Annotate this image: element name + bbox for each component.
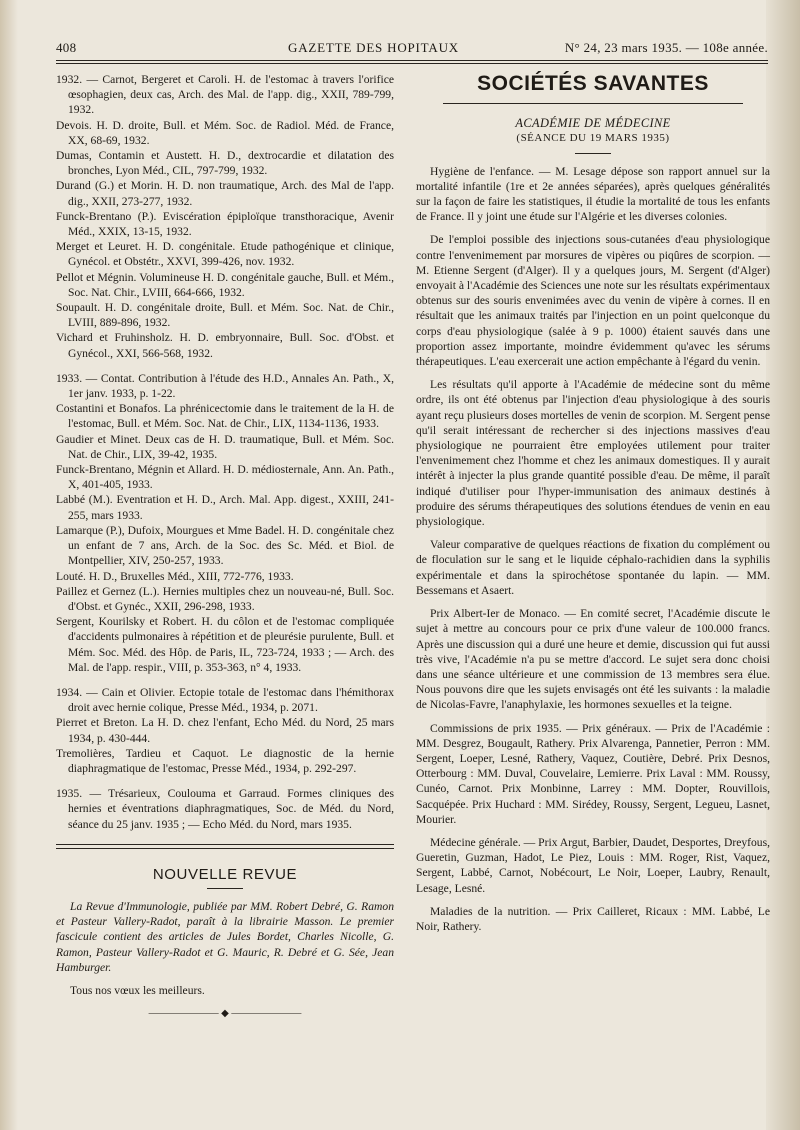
article-paragraph: Commissions de prix 1935. — Prix généraux. — Prix de l'Académie : MM. Desgrez, Bougault, Rathery. Prix Alvarenga, Pannetier, Perron : MM. Sergent, Loeper, Lesné, Rathery, Vaquez, Coutière, Debré. Prix Desnos, Otterbourg : MM. Duval, Couvelaire, Lemierre. Prix Laval : MM. Roussy, Cunéo, Carnot. Prix Monbinne, Larrey : MM. Dopter, Rouvillois, Sacquépée. Prix Huchard : MM. Sirédey, Roussy, Sergent, Legueu, Lasnet, Mourier. bbox=[416, 721, 770, 826]
bib-entry: Durand (G.) et Morin. H. D. non traumatique, Arch. des Mal de l'app. dig., XXII, 273-277, 1932. bbox=[56, 179, 394, 208]
bib-entry: Funck-Brentano, Mégnin et Allard. H. D. médiosternale, Ann. An. Path., X, 401-405, 1933. bbox=[56, 463, 394, 492]
article-paragraph: Maladies de la nutrition. — Prix Cailleret, Ricaux : MM. Labbé, Le Noir, Rathery. bbox=[416, 904, 770, 933]
ornament-divider: ——————— ◆ ——————— bbox=[148, 1008, 302, 1020]
bib-entry: Vichard et Fruhinsholz. H. D. embryonnaire, Bull. Soc. d'Obst. et Gynécol., XXI, 566-568, 1932. bbox=[56, 331, 394, 360]
page-gutter-shadow bbox=[0, 0, 18, 1130]
page-header bbox=[56, 40, 768, 62]
article-paragraph: Prix Albert-Ier de Monaco. — En comité secret, l'Académie discute le sujet à mettre au concours pour ce prix d'une valeur de 100.000 francs. Après une discussion qui a duré une heure et demie, discussion qui fut aussi très vive, l'Académie n'a pu se mettre d'accord. Le sujet sera donc choisi dans une séance ultérieure et une commission de 13 membres sera élue. Nous pouvons dire que les sujets envisagés ont été les suivants : la maladie de Nicolas-Favre, l'anaphylaxie, les hormones sexuelles et la teigne. bbox=[416, 607, 770, 712]
nouvelle-revue-text: La Revue d'Immunologie, publiée par MM. Robert Debré, G. Ramon et Pasteur Vallery-Radot, paraît à la librairie Masson. Le premier fascicule contient des articles de Jules Bordet, Charles Nicolle, G. Ramon, Pasteur Vallery-Radot et G. Mauric, R. Debré et G. Sée, Jean Hamburger. bbox=[56, 899, 394, 974]
bib-entry: Gaudier et Minet. Deux cas de H. D. traumatique, Bull. et Mém. Soc. Nat. de Chir., LIX, 39-42, 1935. bbox=[56, 432, 394, 461]
bibliography-1933 bbox=[56, 371, 394, 675]
page-number: 408 bbox=[56, 40, 77, 55]
bib-entry: Lamarque (P.), Dufoix, Mourgues et Mme Badel. H. D. congénitale chez un enfant de 7 ans, Arch. de la Soc. des Sc. Méd. et Biol. de Montpellier, XIV, 250-257, 1933. bbox=[56, 523, 394, 568]
subheading-rule bbox=[575, 153, 611, 154]
bibliography-1932 bbox=[56, 72, 394, 361]
issue-date: N° 24, 23 mars 1935. — 108e année. bbox=[564, 40, 768, 55]
bib-entry: Paillez et Gernez (L.). Hernies multiples chez un nouveau-né, Bull. Soc. d'Obst. et Gynéc., XXII, 296-298, 1933. bbox=[56, 584, 394, 613]
article-paragraph: Médecine générale. — Prix Argut, Barbier, Daudet, Desportes, Dreyfous, Gueretin, Guzman, Hadot, Le Piez, Louis : MM. Roger, Rist, Vaquez, Sergent, Labbé, Carnot, Nobécourt, Le Noir, Loeper, Laubry, Renault, Lesage, Lesné. bbox=[416, 835, 770, 895]
bib-entry: 1933. — Contat. Contribution à l'étude des H.D., Annales An. Path., X, 1er janv. 1933, p. 1-22. bbox=[56, 371, 394, 401]
header-rule-2 bbox=[56, 63, 768, 64]
section-double-rule bbox=[56, 844, 394, 849]
bib-entry: 1935. — Trésarieux, Coulouma et Garraud. Formes cliniques des hernies et éventrations diaphragmatiques, Soc. de Méd. du Nord, séance du 25 janv. 1935 ; — Echo Méd. du Nord, mars 1935. bbox=[56, 787, 394, 831]
bib-entry: Pellot et Mégnin. Volumineuse H. D. congénitale gauche, Bull. et Mém., Soc. Nat. Chir., LVIII, 664-666, 1932. bbox=[56, 270, 394, 299]
bib-entry: Tremolières, Tardieu et Caquot. Le diagnostic de la hernie diaphragmatique de l'estomac, Presse Méd., 1934, p. 292-297. bbox=[56, 746, 394, 775]
bib-entry: Costantini et Bonafos. La phrénicectomie dans le traitement de la H. de l'estomac, Bull. et Mém. Soc. Nat. de Chir., LIX, 1134-1136, 1933. bbox=[56, 402, 394, 431]
header-rule bbox=[56, 60, 768, 61]
bib-entry: Louté. H. D., Bruxelles Méd., XIII, 772-776, 1933. bbox=[56, 569, 294, 583]
academy-name: ACADÉMIE DE MÉDECINE bbox=[515, 116, 671, 131]
article-paragraph: De l'emploi possible des injections sous-cutanées d'eau physiologique contre l'envenimement par morsures de vipères ou piqûres de scorpion. — M. Etienne Sergent (d'Alger). Il y a quelques jours, M. Sergent (d'Alger) envoyait à l'Académie des Sciences une note sur les résultats expérimentaux obtenus sur des souris envenimées avec du venin de vipère à cornes. Il en résultait que les animaux traités par l'injection en un point quelconque du corps d'eau physiologique (salée à 9 p. 1000) étaient sauvés dans une proportion assez importante, moindre évidemment qu'avec les sérums thérapeutiques. L'eau exercerait une action empêchante à l'égard du venin. bbox=[416, 233, 770, 369]
article-paragraph: Valeur comparative de quelques réactions de fixation du complément ou de floculation sur le sang et le liquide céphalo-rachidien dans la syphilis expérimentale et dans la spirochétose spontanée du lapin. — MM. Bessemans et Asaert. bbox=[416, 538, 770, 597]
bib-entry: Dumas, Contamin et Austett. H. D., dextrocardie et dilatation des bronches, Lyon Méd., CIL, 797-799, 1932. bbox=[56, 149, 394, 178]
heading-rule bbox=[443, 103, 743, 104]
bib-entry: Merget et Leuret. H. D. congénitale. Etude pathogénique et clinique, Gynécol. et Obstétr., XXVI, 399-426, nov. 1932. bbox=[56, 240, 394, 269]
bibliography-1934 bbox=[56, 685, 394, 776]
bib-entry: Devois. H. D. droite, Bull. et Mém. Soc. de Radiol. Méd. de France, XX, 68-69, 1932. bbox=[56, 118, 394, 147]
session-date: (SÉANCE DU 19 MARS 1935) bbox=[516, 132, 670, 145]
right-column bbox=[416, 72, 770, 942]
bib-entry: Soupault. H. D. congénitale droite, Bull. et Mém. Soc. Nat. de Chir., LVIII, 889-896, 1932. bbox=[56, 301, 394, 330]
bib-entry: 1934. — Cain et Olivier. Ectopie totale de l'estomac dans l'hémithorax droit avec hernie colique, Presse Méd., 1934, p. 2071. bbox=[56, 685, 394, 715]
heading-rule bbox=[207, 888, 243, 889]
nouvelle-revue-heading: NOUVELLE REVUE bbox=[152, 865, 298, 883]
bib-entry: Pierret et Breton. La H. D. chez l'enfant, Echo Méd. du Nord, 25 mars 1934, p. 430-444. bbox=[56, 716, 394, 745]
journal-title: GAZETTE DES HOPITAUX bbox=[288, 40, 459, 55]
bib-entry: Labbé (M.). Eventration et H. D., Arch. Mal. App. digest., XXIII, 241-255, mars 1933. bbox=[56, 493, 394, 522]
left-column bbox=[56, 72, 394, 1021]
article-paragraph: Les résultats qu'il apporte à l'Académie de médecine sont du même ordre, ils ont été obtenus par l'injection d'eau physiologique à des souris ayant reçu plusieurs doses mortelles de venin de scorpion. M. Sergent pense qu'il serait intéressant de rechercher si des injections massives d'eau physiologique ne pourraient être employées utilement pour traiter l'envenimement chez l'homme et chez les animaux domestiques. Il y aurait intérêt à injecter la plus grande quantité possible d'eau. De même, il paraît indiqué d'utiliser pour l'hyper-immunisation des animaux destinés à produire des sérums thérapeutiques des solutions étendues de venin en eau physiologique. bbox=[416, 378, 770, 529]
societes-savantes-heading: SOCIÉTÉS SAVANTES bbox=[477, 72, 709, 95]
article-paragraph: Hygiène de l'enfance. — M. Lesage dépose son rapport annuel sur la mortalité infantile (1re et 2e années séparées), après quelques généralités sur la façon de faire les statistiques, il étudie la mortalité de tous les enfants de France. Il y joint une étude sur l'Algérie et les diverses colonies. bbox=[416, 164, 770, 224]
bib-entry: Funck-Brentano (P.). Eviscération épiploïque transthoracique, Avenir Méd., XXIX, 13-15, 1932. bbox=[56, 209, 394, 239]
bib-entry: Sergent, Kourilsky et Robert. H. du côlon et de l'estomac compliquée d'accidents pulmonaires à répétition et de pleurésie purulente, Bull. et Mém. Soc. Méd. des Hôp. de Paris, IL, 723-724, 1933 ; — Arch. des Mal. de l'app. respir., VIII, p. 353-363, n° 4, 1933. bbox=[56, 615, 394, 674]
nouvelle-revue-wishes: Tous nos vœux les meilleurs. bbox=[70, 983, 205, 997]
bib-entry: 1932. — Carnot, Bergeret et Caroli. H. de l'estomac à travers l'orifice œsophagien, deux cas, Arch. des Mal. de l'app. dig., XXII, 789-799, 1932. bbox=[56, 73, 394, 117]
page-edge-shadow bbox=[766, 0, 800, 1130]
bibliography-1935 bbox=[56, 786, 394, 832]
